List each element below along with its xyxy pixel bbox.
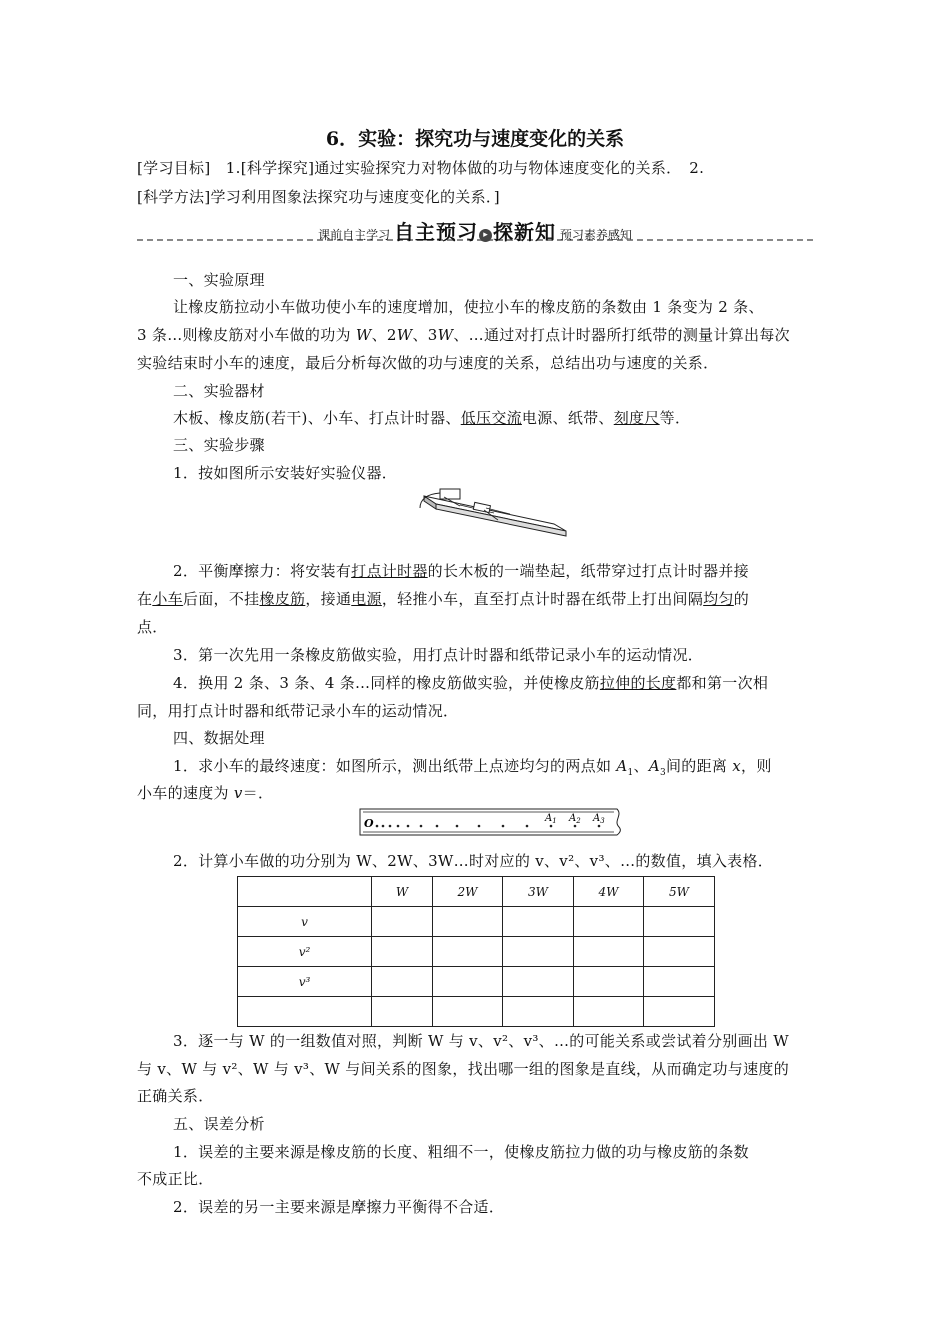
table-header-cell: 5W (644, 877, 715, 907)
table-row (238, 997, 715, 1027)
heading-data: 四、数据处理 (173, 729, 265, 747)
text: 小车的速度为 (137, 784, 234, 802)
table-cell (433, 907, 503, 937)
section-banner (137, 216, 813, 246)
text: 1 (627, 768, 634, 778)
text: 3 (600, 817, 605, 825)
text: 3 条…则橡皮筋对小车做的功为 (137, 326, 356, 344)
text: 电源、纸带、 (521, 409, 614, 427)
text: 4．换用 2 条、3 条、4 条…同样的橡皮筋做实验，并使橡皮筋 (173, 674, 600, 692)
table-cell (574, 967, 644, 997)
principle-line-2 (137, 324, 790, 345)
table-row (238, 907, 715, 937)
table-row-label: v³ (238, 967, 372, 997)
text: 、2 (371, 326, 397, 344)
step-2-line-3: 点． (137, 618, 168, 636)
data-table (237, 876, 715, 1027)
text: ，轻推小车，直至打点计时器在纸带上打出间隔 (381, 590, 704, 608)
text: ，接通 (305, 590, 352, 608)
text: A (569, 813, 577, 824)
heading-error: 五、误差分析 (173, 1115, 265, 1133)
apparatus-figure (414, 486, 568, 548)
banner-title-2: 探新知 (493, 220, 556, 244)
underlined-answer: 橡皮筋 (259, 590, 306, 608)
data-3-line-3: 正确关系． (137, 1087, 214, 1105)
table-header-cell: 3W (503, 877, 574, 907)
table-cell (644, 967, 715, 997)
principle-line-3: 实验结束时小车的速度，最后分析每次做的功与速度的关系，总结出功与速度的关系． (137, 354, 719, 372)
text: v (233, 784, 243, 802)
banner-right-label: 预习素养感知 (559, 228, 632, 242)
equipment-line (173, 407, 690, 428)
banner-left-label: 课前自主学习 (318, 228, 391, 242)
underlined-answer: 小车 (152, 590, 183, 608)
table-header-cell: 2W (433, 877, 503, 907)
text: A (545, 813, 553, 824)
text: 的长木板的一端垫起，纸带穿过打点计时器并接 (427, 562, 749, 580)
table-header-cell: W (372, 877, 433, 907)
step-2-line-1 (173, 560, 749, 581)
table-row (238, 967, 715, 997)
text: 的 (733, 590, 750, 608)
text: 等． (659, 409, 691, 427)
error-1-line-1: 1．误差的主要来源是橡皮筋的长度、粗细不一，使橡皮筋拉力做的功与橡皮筋的条数 (173, 1143, 749, 1161)
underlined-answer: 均匀 (703, 590, 734, 608)
step-4-line-2: 同，用打点计时器和纸带记录小车的运动情况． (137, 702, 459, 720)
text: 后面，不挂 (182, 590, 260, 608)
text: 、…通过对打点计时器所打纸带的测量计算出每次 (453, 326, 790, 344)
table-cell (644, 997, 715, 1027)
text: 3 (659, 768, 666, 778)
text: W (437, 326, 454, 344)
paper-tape-figure (359, 807, 627, 837)
objectives-line-2: [科学方法]学习利用图象法探究功与速度变化的关系．] (137, 188, 500, 206)
text: 、3 (412, 326, 438, 344)
data-3-line-1: 3．逐一与 W 的一组数值对照，判断 W 与 v、v²、v³、…的可能关系或尝试着分别画出 W (173, 1032, 789, 1050)
tape-label-o: O (364, 817, 374, 830)
table-cell (574, 997, 644, 1027)
step-2-line-2 (137, 588, 749, 609)
text: 1 (552, 817, 557, 825)
error-2: 2．误差的另一主要来源是摩擦力平衡得不合适． (173, 1198, 505, 1216)
text: 木板、橡皮筋(若干)、小车、打点计时器、 (173, 409, 461, 427)
underlined-answer: 电源 (351, 590, 382, 608)
data-2: 2．计算小车做的功分别为 W、2W、3W…时对应的 v、v²、v³、…的数值，填入表格． (173, 852, 774, 870)
arrow-icon: ▸ (479, 229, 492, 242)
underlined-answer: 拉伸的长度 (599, 674, 677, 692)
underlined-answer: 低压交流 (460, 409, 522, 427)
text: 2 (576, 817, 581, 825)
table-row-label (238, 997, 372, 1027)
page-title: 6．实验：探究功与速度变化的关系 (325, 128, 625, 150)
text: ＝． (242, 784, 274, 802)
step-4-line-1 (173, 672, 768, 693)
table-cell (372, 907, 433, 937)
table-row-label: v (238, 907, 372, 937)
text: A (593, 813, 601, 824)
table-row-label: v² (238, 937, 372, 967)
table-cell (372, 937, 433, 967)
underlined-answer: 刻度尺 (613, 409, 660, 427)
table-cell (372, 967, 433, 997)
heading-principle: 一、实验原理 (173, 271, 265, 289)
step-3: 3．第一次先用一条橡皮筋做实验，用打点计时器和纸带记录小车的运动情况． (173, 646, 704, 664)
principle-line-1: 让橡皮筋拉动小车做功使小车的速度增加，使拉小车的橡皮筋的条数由 1 条变为 2 条、 (173, 298, 764, 316)
table-header-cell: 4W (574, 877, 644, 907)
text: 间的距离 (665, 757, 733, 775)
table-cell (503, 997, 574, 1027)
table-cell (433, 997, 503, 1027)
table-cell (503, 967, 574, 997)
data-3-line-2: 与 v、W 与 v²、W 与 v³、W 与间关系的图象，找出哪一组的图象是直线，从而确定功与速度的 (137, 1060, 790, 1078)
banner-text (137, 216, 813, 245)
text: 2．平衡摩擦力：将安装有 (173, 562, 352, 580)
text: x (732, 757, 742, 775)
banner-title-1: 自主预习 (394, 220, 478, 244)
text: 、 (633, 757, 649, 775)
text: 1．求小车的最终速度：如图所示，测出纸带上点迹均匀的两点如 (173, 757, 617, 775)
step-1: 1．按如图所示安装好实验仪器． (173, 464, 398, 482)
heading-equipment: 二、实验器材 (173, 382, 265, 400)
data-1-line-1 (173, 755, 772, 778)
error-1-line-2: 不成正比． (137, 1170, 214, 1188)
objectives-line-1: [学习目标] 1.[科学探究]通过实验探究力对物体做的功与物体速度变化的关系． 2. (137, 159, 705, 177)
table-cell (433, 967, 503, 997)
text: A (648, 757, 660, 775)
table-cell (644, 907, 715, 937)
data-1-line-2 (137, 782, 273, 803)
table-cell (574, 907, 644, 937)
heading-steps: 三、实验步骤 (173, 436, 265, 454)
text: A (616, 757, 628, 775)
table-header-cell (238, 877, 372, 907)
table-cell (644, 937, 715, 967)
text: W (355, 326, 372, 344)
table-cell (574, 937, 644, 967)
text: ，则 (741, 757, 772, 775)
table-cell (503, 937, 574, 967)
table-cell (372, 997, 433, 1027)
underlined-answer: 打点计时器 (351, 562, 428, 580)
table-row (238, 937, 715, 967)
table-cell (433, 937, 503, 967)
table-header-row (238, 877, 715, 907)
text: 都和第一次相 (676, 674, 769, 692)
table-cell (503, 907, 574, 937)
text: 在 (137, 590, 153, 608)
text: W (396, 326, 413, 344)
